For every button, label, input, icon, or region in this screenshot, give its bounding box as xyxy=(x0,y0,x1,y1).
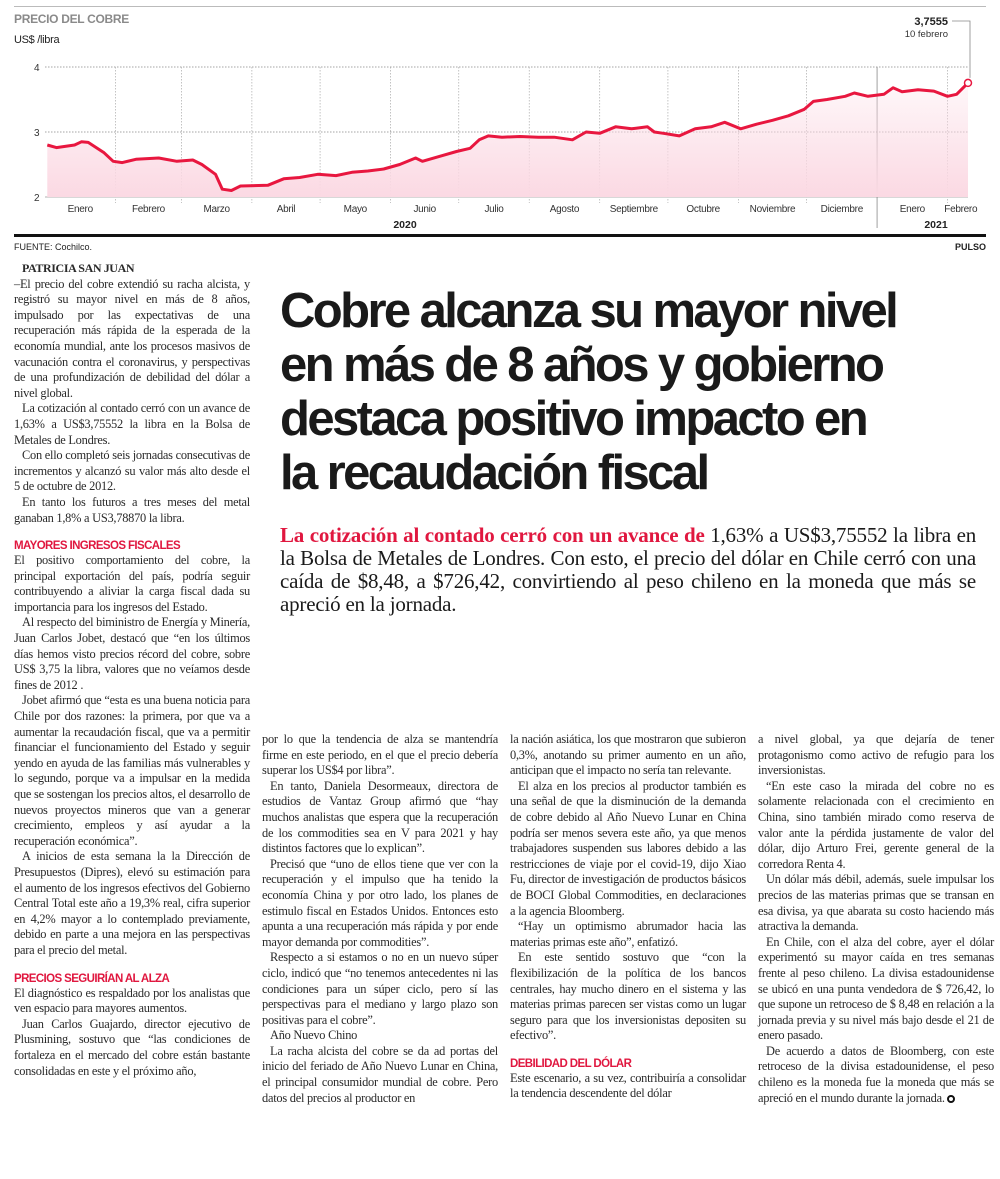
section-subhead xyxy=(510,1058,746,1070)
text: El diagnóstico es respaldado por los analistas que ven espacio para mayores aumentos. xyxy=(14,985,250,1016)
paragraph xyxy=(14,553,250,615)
text: la nación asiática, los que mostraron que subieron 0,3%, anotando su primer aumento en un año, anticipan que el impacto no sería tan relevante. xyxy=(510,732,746,778)
year-label: 2021 xyxy=(924,219,948,231)
paragraph xyxy=(510,950,746,1044)
paragraph xyxy=(14,986,250,1017)
annotation-date: 10 febrero xyxy=(904,29,948,40)
text: La racha alcista del cobre se da ad portas del inicio del feriado de Año Nuevo Lunar en China, el principal consumidor mundial de cobre. Pero datos del precios al productor en xyxy=(262,1043,498,1105)
paragraph xyxy=(758,1044,994,1106)
x-tick-label: Febrero xyxy=(131,204,165,215)
publication-brand: PULSO xyxy=(954,242,986,252)
text: MAYORES INGRESOS FISCALES xyxy=(14,540,181,553)
paragraph xyxy=(14,1017,250,1079)
paragraph xyxy=(262,779,498,857)
paragraph xyxy=(262,732,498,779)
text: Un dólar más débil, además, suele impulsar los precios de las materias primas que se transan en esa divisa, ya que abarata su costo haciendo más atractiva la demanda. xyxy=(758,872,994,934)
text: Este escenario, a su vez, contribuiría a consolidar la tendencia descendente del dólar xyxy=(510,1070,746,1101)
x-tick-label: Abril xyxy=(276,204,296,215)
x-tick-label: Octubre xyxy=(686,204,720,215)
x-tick-label: Marzo xyxy=(203,204,230,215)
article-column-2 xyxy=(262,732,498,1106)
text: En Chile, con el alza del cobre, ayer el dólar experimentó su mayor caída en tres semanas frente al peso chileno. La divisa estadounidense se ubicó en una punta vendedora de $ 726,42, lo que supone un retroceso de $ 8,48 en relación a la jornada previa y su nivel más bajo desde el 21 de enero pasado. xyxy=(758,934,994,1043)
paragraph xyxy=(262,1044,498,1106)
paragraph xyxy=(510,732,746,779)
year-label: 2020 xyxy=(393,219,417,231)
x-tick-label: Enero xyxy=(67,204,93,215)
y-tick-label: 2 xyxy=(34,193,40,204)
headline-line: en más de 8 años y gobierno xyxy=(280,338,883,392)
article-column-1 xyxy=(14,261,250,1079)
paragraph xyxy=(14,849,250,958)
text: por lo que la tendencia de alza se mantendría firme en este periodo, en el que el precio debería superar los US$4 por libra”. xyxy=(262,732,498,778)
paragraph xyxy=(262,1028,498,1044)
chart-unit-label: US$ /libra xyxy=(14,34,60,46)
deck-text: 1,63% a US$3,75552 la libra en la Bolsa de Metales de Londres. Con esto, el precio del dólar en Chile cerró con una caída de $8,48, a $726,42, convirtiendo al peso chileno en la moneda que más se apreció en la jornada. xyxy=(280,523,976,616)
text: A inicios de esta semana la la Dirección de Presupuestos (Dipres), elevó su estimación para el aumento de los ingresos efectivos del Gobierno Central Total este año a 19,3% real, cifra superior en 4,2% mayor a lo contemplado previamente, debido en parte a una mejora en las perspectivas para el precio del metal. xyxy=(14,849,250,957)
paragraph xyxy=(758,732,994,779)
text: –El precio del cobre extendió su racha alcista, y registró su mayor nivel en más de 8 años, impulsado por las expectativas de una recuperación más rápida de la esperada de la economía mundial, ante los procesos masivos de vacunación contra el coronavirus, y perspectivas de una profundización de debilidad del dólar a nivel global. xyxy=(14,276,250,400)
x-tick-label: Julio xyxy=(484,204,504,215)
text: El alza en los precios al productor también es una señal de que la disminución de la demanda de cobre debido al Año Nuevo Lunar en China podría ser menos severa este año, ya que menos trabajadores suspenden sus labores debido a las restricciones de viaje por el covid-19, dijo Xiao Fu, director de investigación de productos básicos de BOCI Global Commodities, en declaraciones a la agencia Bloomberg. xyxy=(510,778,746,918)
x-tick-label: Mayo xyxy=(343,204,367,215)
paragraph xyxy=(262,950,498,1028)
annotation-leader-line xyxy=(952,21,970,78)
text: PRECIOS SEGUIRÍAN AL ALZA xyxy=(14,972,170,985)
text: Año Nuevo Chino xyxy=(270,1028,358,1043)
article-column-4 xyxy=(758,732,994,1106)
paragraph xyxy=(510,919,746,950)
byline: PATRICIA SAN JUAN xyxy=(22,261,135,275)
paragraph xyxy=(14,615,250,693)
text: De acuerdo a datos de Bloomberg, con este retroceso de la divisa estadounidense, el peso chileno es la moneda fue la moneda que más se apreció en el mundo durante la jornada. xyxy=(758,1043,994,1105)
article-column-3 xyxy=(510,732,746,1102)
text: En este sentido sostuvo que “con la flexibilización de la política de los bancos centrales, hay mucho dinero en el sistema y las materias primas parecen ser vistas como un lugar seguro para que los inversionistas depositen su efectivo”. xyxy=(510,950,746,1043)
text: Respecto a si estamos o no en un nuevo súper ciclo, indicó que “no tenemos antecedentes ni las condiciones para un súper ciclo, pero sí las perspectivas para el mediano y largo plazo son positivas para el cobre”. xyxy=(262,950,498,1027)
last-data-point xyxy=(965,79,972,86)
paragraph xyxy=(262,857,498,951)
x-tick-label: Septiembre xyxy=(609,204,658,215)
text: Juan Carlos Guajardo, director ejecutivo de Plusmining, sostuvo que “las condiciones de fortaleza en el mercado del cobre están bastante consolidadas en este y el próximo año, xyxy=(14,1016,250,1078)
text: “En este caso la mirada del cobre no es solamente relacionada con el crecimiento en China, sino también mirado como reserva de valor ante la pérdida justamente de valor del dólar, dijo Arturo Frei, gerente general de la corredora Renta 4. xyxy=(758,778,994,871)
paragraph xyxy=(510,1071,746,1102)
paragraph xyxy=(14,401,250,448)
text: Al respecto del biministro de Energía y Minería, Juan Carlos Jobet, destacó que “en los últimos días hemos visto precios récord del cobre, sobre US$ 3,75 la libra, valores que no veíamos desde fines de 2012 . xyxy=(14,615,250,692)
paragraph xyxy=(758,872,994,934)
text: El positivo comportamiento del cobre, la principal exportación del país, podría seguir contribuyendo a aliviar la carga fiscal dada su importancia para los ingresos del Estado. xyxy=(14,553,250,614)
end-of-article-icon xyxy=(947,1095,955,1103)
paragraph xyxy=(14,693,250,849)
x-tick-label: Enero xyxy=(899,204,925,215)
deck xyxy=(280,524,976,616)
headline-line: la recaudación fiscal xyxy=(280,446,708,500)
y-tick-label: 4 xyxy=(34,63,40,74)
text: Con ello completó seis jornadas consecutivas de incrementos y alcanzó su valor más alto desde el 5 de octubre de 2012. xyxy=(14,448,250,494)
text: DEBILIDAD DEL DÓLAR xyxy=(510,1057,632,1070)
text: a nivel global, ya que dejaría de tener protagonismo como activo de refugio para los inversionistas. xyxy=(758,732,994,778)
x-tick-label: Diciembre xyxy=(820,204,863,215)
text: Jobet afirmó que “esta es una buena noticia para Chile por dos razones: la primera, por que va a aumentar la recaudación fiscal, que va a permitir financiar el funcionamiento del Estado y seguir yendo en ayuda de las familias más vulnerables y lo segundo, porque va a impulsar en la medida que se sostengan los precios altos, el desarrollo de nuevos proyectos mineros que van a generar crecimiento, empleos y así ayudar a la recuperación económica”. xyxy=(14,693,250,848)
x-tick-label: Febrero xyxy=(944,204,978,215)
text: En tanto, Daniela Desormeaux, directora de estudios de Vantaz Group afirmó que “hay muchos analistas que espera que la recuperación de los commodities sea en V para 2021 y hay distintos factores que lo explican”. xyxy=(262,778,498,856)
chart-source: FUENTE: Cochilco. xyxy=(14,242,93,252)
x-tick-label: Noviembre xyxy=(749,204,796,215)
x-tick-label: Agosto xyxy=(549,204,580,215)
copper-price-chart xyxy=(0,0,1000,236)
chart-title: PRECIO DEL COBRE xyxy=(14,12,129,26)
text: En tanto los futuros a tres meses del metal ganaban 1,8% a US3,78870 la libra. xyxy=(14,494,250,525)
section-subhead xyxy=(14,540,250,552)
paragraph xyxy=(14,277,250,402)
paragraph xyxy=(14,495,250,526)
paragraph xyxy=(758,779,994,873)
paragraph xyxy=(510,779,746,919)
headline-line: Cobre alcanza su mayor nivel xyxy=(280,284,897,338)
text: La cotización al contado cerró con un avance de 1,63% a US$3,75552 la libra en la Bolsa de Metales de Londres. xyxy=(14,401,250,447)
y-tick-label: 3 xyxy=(34,128,40,139)
deck-lead: La cotización al contado cerró con un avance de xyxy=(280,523,705,547)
paragraph xyxy=(14,448,250,495)
headline xyxy=(280,284,990,500)
text: Precisó que “uno de ellos tiene que ver con la recuperación y el impulso que ha tenido la economía China y por otro lado, los planes de estimulo fiscal en Estados Unidos. Entonces esto apunta a una recuperación más rápida y por ende mayor demanda por commodities”. xyxy=(262,856,498,949)
x-tick-label: Junio xyxy=(413,204,436,215)
section-subhead xyxy=(14,973,250,985)
headline-line: destaca positivo impacto en xyxy=(280,392,867,446)
chart-bottom-rule xyxy=(14,234,986,237)
annotation-value: 3,7555 xyxy=(914,16,948,28)
text: “Hay un optimismo abrumador hacia las materias primas este año”, enfatizó. xyxy=(510,919,746,949)
paragraph xyxy=(758,935,994,1044)
